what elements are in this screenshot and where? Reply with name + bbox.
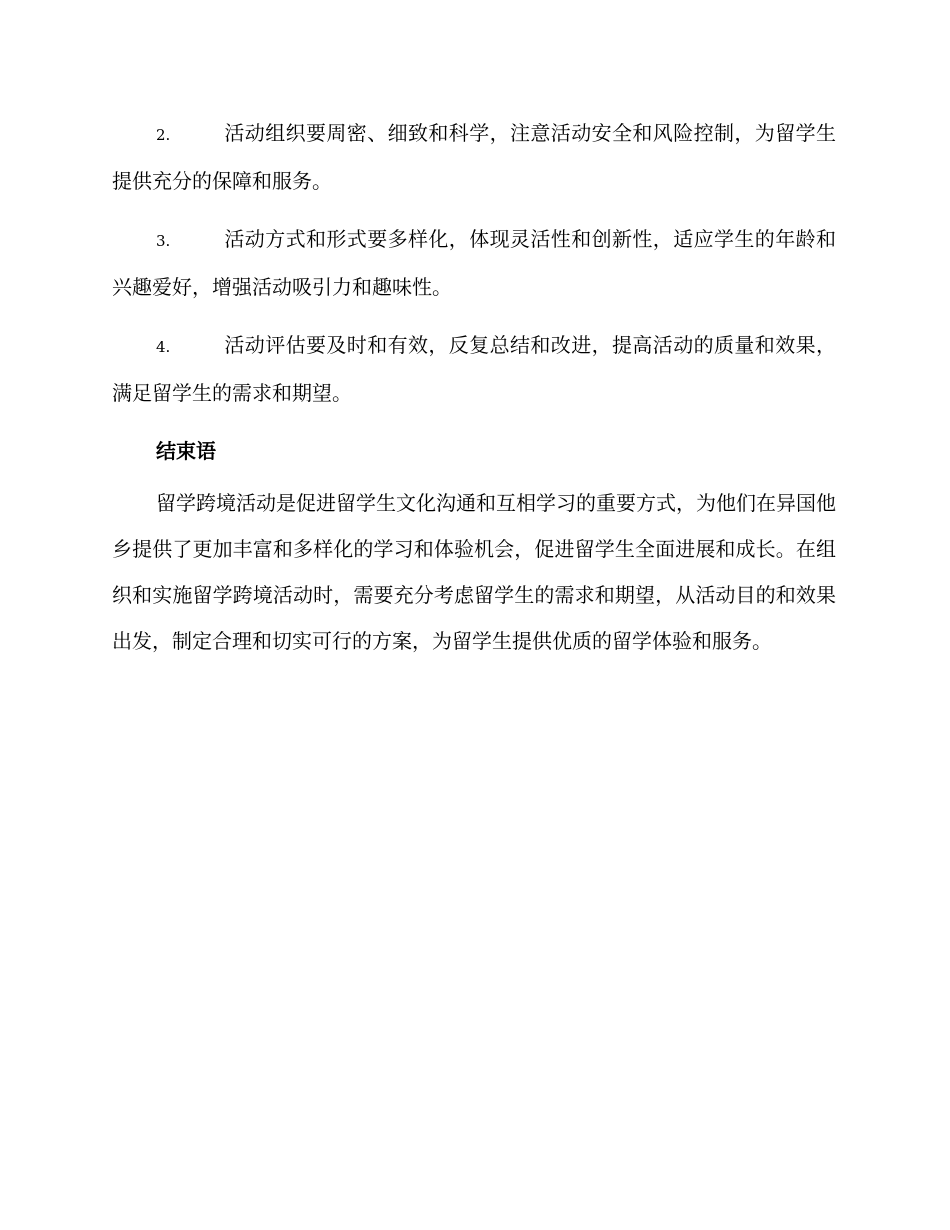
document-page bbox=[112, 110, 836, 664]
list-item-text: 活动组织要周密、细致和科学，注意活动安全和风险控制，为留学生提供充分的保障和服务。 bbox=[112, 121, 836, 193]
list-item-number: 4. bbox=[156, 338, 171, 356]
list-item bbox=[112, 110, 836, 204]
list-item-number: 3. bbox=[156, 232, 171, 250]
conclusion-heading: 结束语 bbox=[156, 439, 216, 463]
list-item-text: 活动方式和形式要多样化，体现灵活性和创新性，适应学生的年龄和兴趣爱好，增强活动吸引力和趣味性。 bbox=[112, 227, 836, 299]
list-item-number: 2. bbox=[156, 126, 171, 144]
list-item bbox=[112, 216, 836, 310]
list-item bbox=[112, 322, 836, 416]
conclusion-paragraph: 留学跨境活动是促进留学生文化沟通和互相学习的重要方式，为他们在异国他乡提供了更加丰富和多样化的学习和体验机会，促进留学生全面进展和成长。在组织和实施留学跨境活动时，需要充分考虑留学生的需求和期望，从活动目的和效果出发，制定合理和切实可行的方案，为留学生提供优质的留学体验和服务。 bbox=[112, 491, 836, 653]
list-item-text: 活动评估要及时和有效，反复总结和改进，提高活动的质量和效果，满足留学生的需求和期望。 bbox=[112, 333, 836, 405]
